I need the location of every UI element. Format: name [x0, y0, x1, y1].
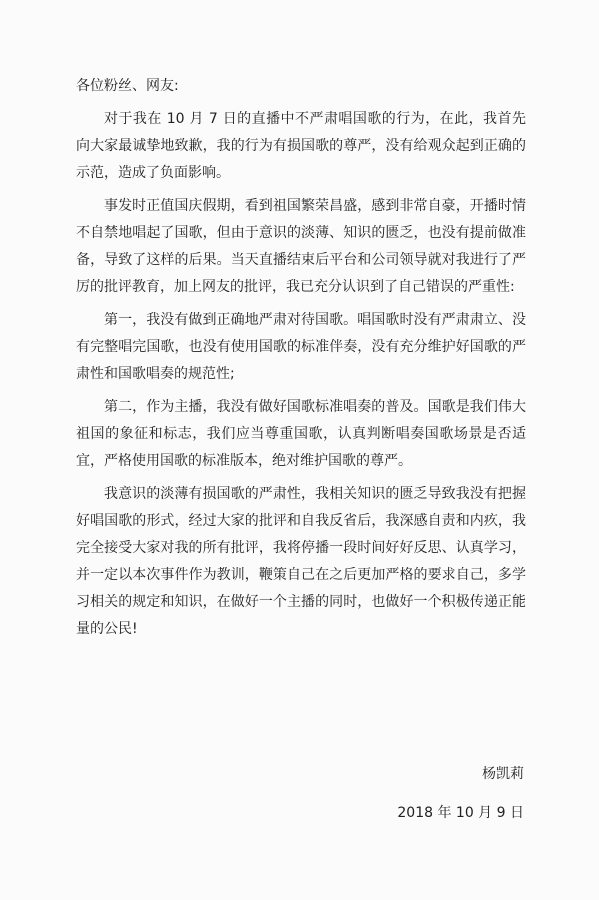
letter-salutation: 各位粉丝、网友:	[76, 78, 179, 94]
letter-signature: 杨凯莉	[482, 766, 524, 782]
paragraph-conclusion: 我意识的淡薄有损国歌的严肃性，我相关知识的匮乏导致我没有把握好唱国歌的形式，经过大家的批评和自我反省后，我深感自责和内疚，我完全接受大家对我的所有批评，我将停播一段时间好好反思、认真学习，并一定以本次事件作为教训，鞭策自己在之后更加严格的要求自己，多学习相关的规定和知识，在做好一个主播的同时，也做好一个积极传递正能量的公民!	[76, 486, 526, 637]
paragraph-point-two: 第二，作为主播，我没有做好国歌标准唱奏的普及。国歌是我们伟大祖国的象征和标志，我们应当尊重国歌，认真判断唱奏国歌场景是否适宜，严格使用国歌的标准版本，绝对维护国歌的尊严。	[76, 399, 526, 469]
paragraph-point-one: 第一，我没有做到正确地严肃对待国歌。唱国歌时没有严肃肃立、没有完整唱完国歌，也没有使用国歌的标准伴奏，没有充分维护好国歌的严肃性和国歌唱奏的规范性;	[76, 312, 526, 382]
letter-date: 2018 年 10 月 9 日	[397, 805, 524, 821]
paragraph-background: 事发时正值国庆假期，看到祖国繁荣昌盛，感到非常自豪，开播时情不自禁地唱起了国歌，但由于意识的淡薄、知识的匮乏，也没有提前做准备，导致了这样的后果。当天直播结束后平台和公司领导就对我进行了严厉的批评教育，加上网友的批评，我已充分认识到了自己错误的严重性:	[76, 198, 526, 295]
letter-body	[76, 106, 526, 649]
paragraph-apology: 对于我在 10 月 7 日的直播中不严肃唱国歌的行为，在此，我首先向大家最诚挚地致歉，我的行为有损国歌的尊严，没有给观众起到正确的示范，造成了负面影响。	[76, 111, 526, 181]
